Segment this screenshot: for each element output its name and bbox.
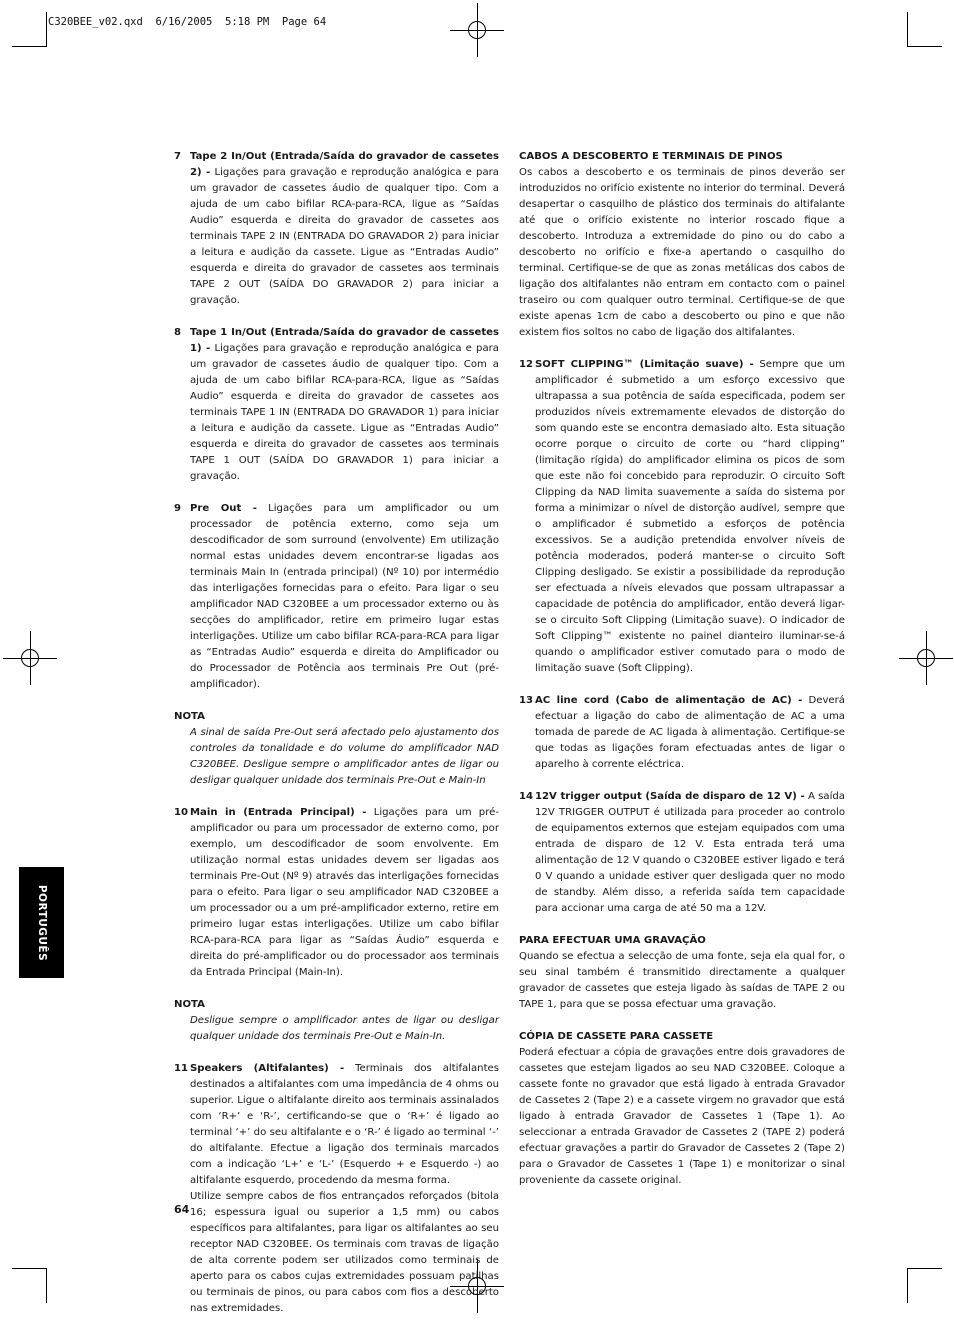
registration-mark-right xyxy=(911,643,941,673)
section-title: CABOS A DESCOBERTO E TERMINAIS DE PINOS xyxy=(519,151,783,162)
note-text: A sinal de saída Pre-Out será afectado pelo ajustamento dos controles da tonalidade e do volume do amplificador NAD C320BEE. Desligue sempre o amplificador antes de ligar ou desligar qualquer unidade dos terminais Pre-Out e Main-In xyxy=(190,727,499,786)
item-number: 13 xyxy=(519,695,534,706)
note-title: NOTA xyxy=(174,711,205,722)
right-column xyxy=(519,149,845,1205)
item-title: Speakers (Altifalantes) - xyxy=(190,1063,345,1074)
item-text: Ligações para um pré-amplificador ou para um processador de externo como, por exemplo, um descodificador de soom envolvente. Em utilização normal estas unidades devem ser ligadas aos terminais Pre-Out (Nº 9) através das interligações fornecidas para o efeito. Para ligar o seu amplificador NAD C320BEE a um processador ou a um pré-amplificador externo, retire em primeiro lugar estas interligações. Utilize um cabo bifilar RCA-para-RCA para ligar as “Saídas Áudio” esquerda e direita do pré-amplificador ou do processador aos terminais da Entrada Principal (Main-In). xyxy=(190,807,499,978)
note-1 xyxy=(174,709,499,789)
page-number: 64 xyxy=(174,1203,190,1216)
registration-mark-top xyxy=(462,15,492,45)
item-13 xyxy=(519,693,845,773)
item-number: 7 xyxy=(174,151,182,162)
item-12 xyxy=(519,357,845,677)
item-number: 11 xyxy=(174,1063,189,1074)
section-title: CÓPIA DE CASSETE PARA CASSETE xyxy=(519,1031,714,1042)
item-text: Ligações para gravação e reprodução analógica e para um gravador de cassetes áudio de qualquer tipo. Com a ajuda de um cabo bifilar RCA-para-RCA, ligue as “Saídas Audio” esquerda e direita do gravador de cassetes aos terminais TAPE 2 IN (ENTRADA DO GRAVADOR 2) para iniciar a leitura e audição da cassete. Ligue as “Entradas Audio” esquerda e direita do gravador de cassetes aos terminais TAPE 2 OUT (SAÍDA DO GRAVADOR 2) para iniciar a gravação. xyxy=(190,167,499,306)
registration-mark-left xyxy=(15,643,45,673)
section-copia xyxy=(519,1029,845,1189)
item-title: AC line cord (Cabo de alimentação de AC) - xyxy=(535,695,803,706)
section-gravacao xyxy=(519,933,845,1013)
print-slug: C320BEE_v02.qxd 6/16/2005 5:18 PM Page 64 xyxy=(48,16,327,28)
section-text: Os cabos a descoberto e os terminais de pinos deverão ser introduzidos no orifício existente no interior do terminal. Deverá desapertar o casquilho de plástico dos terminais do altifalante até que o orifício existente no interior roscado fique a descoberto. Introduza a extremidade do pino ou do cabo a descoberto no orifício e fixe-a apertando o casquilho do terminal. Certifique-se de que as zonas metálicas dos cabos de ligação dos altifalantes não entram em contacto com o painel traseiro ou com qualquer outro terminal. Certifique-se de que existe apenas 1cm de cabo a descoberto ou pino e que não existem fios soltos no cabo de ligação dos altifalantes. xyxy=(519,167,845,338)
item-title: Tape 1 In/Out (Entrada/Saída do gravador de cassetes 1) - xyxy=(190,327,499,354)
item-title: 12V trigger output (Saída de disparo de 12 V) - xyxy=(535,791,805,802)
item-number: 14 xyxy=(519,791,534,802)
language-tab-label: PORTUGUÊS xyxy=(35,884,48,961)
item-number: 12 xyxy=(519,359,534,370)
item-title: Pre Out - xyxy=(190,503,257,514)
item-text: Ligações para um amplificador ou um processador de potência externo, como seja um descodificador de som surround (envolvente) Em utilização normal estas unidades devem encontrar-se ligadas aos terminais Main In (entrada principal) (Nº 10) por intermédio das interligações fornecidas para o efeito. Para ligar o seu amplificador NAD C320BEE a um processador externo ou às secções do amplificador, retire em primeiro lugar estas interligações. Utilize um cabo bifilar RCA-para-RCA para ligar as “Entradas Audio” esquerda e direita do Amplificador ou do Processador de Potência aos terminais Pre Out (pré-amplificador). xyxy=(190,503,499,690)
note-text: Desligue sempre o amplificador antes de ligar ou desligar qualquer unidade dos terminais Pre-Out e Main-In. xyxy=(190,1015,499,1042)
section-cabos xyxy=(519,149,845,341)
item-text: Deverá efectuar a ligação do cabo de alimentação de AC a uma tomada de parede de AC ligada à alimentação. Certifique-se que todas as ligações foram efectuadas antes de ligar o aparelho à corrente eléctrica. xyxy=(535,695,845,770)
section-text: Quando se efectua a selecção de uma fonte, seja ela qual for, o seu sinal também é transmitido directamente a qualquer gravador de cassetes que esteja ligado às saídas de TAPE 2 ou TAPE 1, para que se possa efectuar uma gravação. xyxy=(519,951,845,1010)
item-7 xyxy=(174,149,499,309)
item-title: SOFT CLIPPING™ (Limitação suave) - xyxy=(535,359,754,370)
language-tab xyxy=(19,867,64,978)
item-number: 8 xyxy=(174,327,182,338)
item-8 xyxy=(174,325,499,485)
item-text: Terminais dos altifalantes destinados a altifalantes com uma impedância de 4 ohms ou superior. Ligue o altifalante direito aos terminais assinalados com ‘R+’ e ‘R-’, certificando-se que o ‘R+’ é ligado ao terminal ‘+’ do seu altifalante e o ‘R-’ é ligado ao terminal ‘-’ do altifalante. Efectue a ligação dos terminais marcados com a indicação ‘L+’ e ‘L-’ (Esquerdo + e Esquerdo -) ao altifalante esquerdo, procedendo da mesma forma. xyxy=(190,1063,499,1186)
item-10 xyxy=(174,805,499,981)
note-title: NOTA xyxy=(174,999,205,1010)
item-text: A saída 12V TRIGGER OUTPUT é utilizada para proceder ao controlo de equipamentos externos que estejam equipados com uma entrada de disparo de 12 V. Esta entrada terá uma alimentação de 12 V quando o C320BEE estiver ligado e terá 0 V quando a unidade estiver quer desligada quer no modo de standby. Além disso, a referida saída tem capacidade para accionar uma carga de até 50 ma a 12V. xyxy=(535,791,845,914)
note-2 xyxy=(174,997,499,1045)
item-number: 10 xyxy=(174,807,189,818)
item-9 xyxy=(174,501,499,693)
section-title: PARA EFECTUAR UMA GRAVAÇÃO xyxy=(519,935,706,946)
section-text: Poderá efectuar a cópia de gravações entre dois gravadores de cassetes que estejam ligados ao seu NAD C320BEE. Coloque a cassete fonte no gravador que está ligado à entrada Gravador de Cassetes 2 (Tape 2) e a cassete virgem no gravador que está ligado à entrada Gravador de Cassetes 1 (Tape 1). Ao seleccionar a entrada Gravador de Cassetes 2 (TAPE 2) poderá efectuar gravações a partir do Gravador de Cassetes 2 (Tape 2) para o Gravador de Cassetes 1 (Tape 1) e monitorizar o sinal proveniente da cassete original. xyxy=(519,1047,845,1186)
item-text: Sempre que um amplificador é submetido a um esforço excessivo que ultrapassa a sua potência de saída especificada, podem ser produzidos níveis extremamente elevados de distorção do som quando este se encontra demasiado alto. Esta situação ocorre porque o circuito de corte ou “hard clipping” (limitação rígida) do amplificador elimina os picos de som que este não foi concebido para reproduzir. O circuito Soft Clipping da NAD limita suavemente a saída do sistema por forma a minimizar o nível de distorção audível, sempre que o amplificador é submetido a esforços de potência excessivos. Se a audição pretendida envolver níveis de potência moderados, poderá manter-se o circuito Soft Clipping desligado. Se existir a possibilidade da reprodução ser efectuada a níveis elevados que possam ultrapassar a capacidade de potência do amplificador, então deverá ligar-se o circuito Soft Clipping (Limitação suave). O indicador de Soft Clipping™ existente no painel dianteiro iluminar-se-á quando o amplificador estiver comutado para o modo de limitação suave (Soft Clipping). xyxy=(535,359,845,674)
left-column xyxy=(174,149,499,1333)
item-title: Main in (Entrada Principal) - xyxy=(190,807,367,818)
item-number: 9 xyxy=(174,503,182,514)
item-title: Tape 2 In/Out (Entrada/Saída do gravador de cassetes 2) - xyxy=(190,151,499,178)
item-14 xyxy=(519,789,845,917)
item-text-continued: Utilize sempre cabos de fios entrançados reforçados (bitola 16; espessura igual ou superior a 1,5 mm) ou cabos específicos para altifalantes, para ligar os altifalantes ao seu receptor NAD C320BEE. Os terminais com travas de ligação de alta corrente podem ser utilizados como terminais de aperto para os cabos cujas extremidades possuam patilhas ou terminais de pinos, ou para cabos com fios a descoberto nas extremidades. xyxy=(190,1191,499,1314)
item-text: Ligações para gravação e reprodução analógica e para um gravador de cassetes áudio de qualquer tipo. Com a ajuda de um cabo bifilar RCA-para-RCA, ligue as “Saídas Audio” esquerda e direita do gravador de cassetes aos terminais TAPE 1 IN (ENTRADA DO GRAVADOR 1) para iniciar a leitura e audição da cassete. Ligue as “Entradas Audio” esquerda e direita do gravador de cassetes aos terminais TAPE 1 OUT (SAÍDA DO GRAVADOR 1) para iniciar a gravação. xyxy=(190,343,499,482)
